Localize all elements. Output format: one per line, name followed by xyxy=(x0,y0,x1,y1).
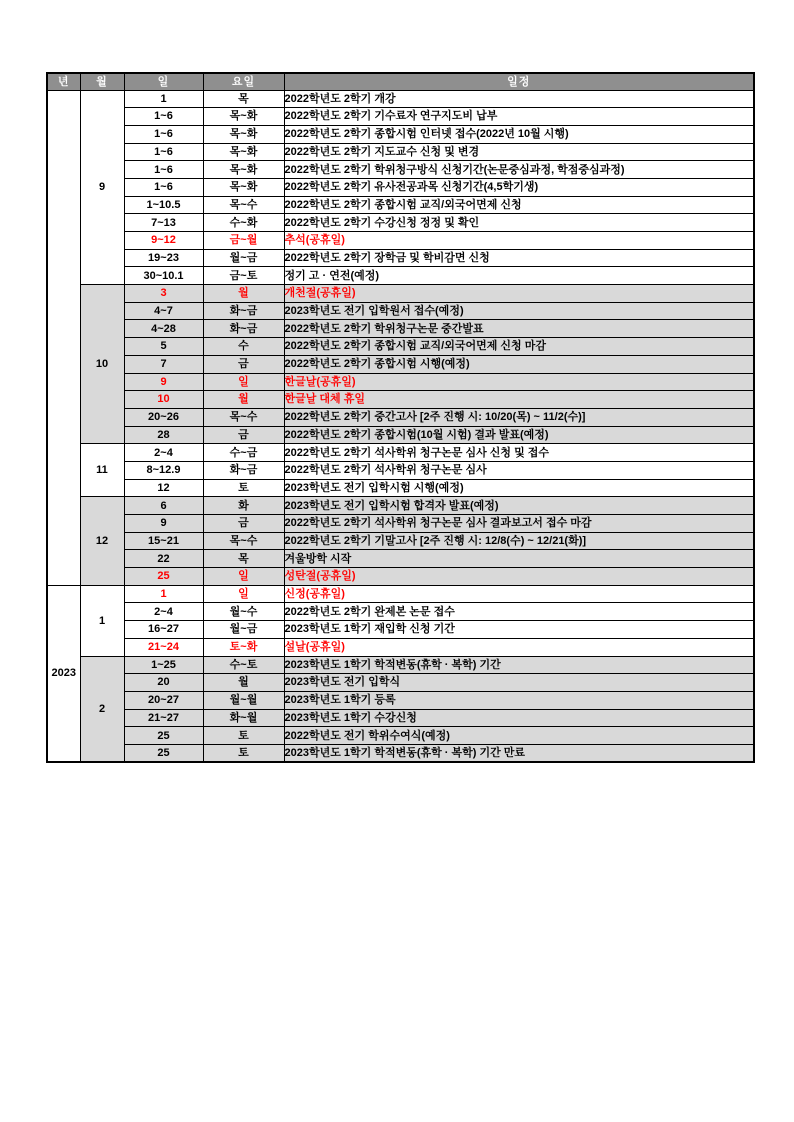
calendar-row xyxy=(47,426,754,444)
day-cell: 1 xyxy=(124,90,203,108)
event-cell: 2022학년도 2학기 지도교수 신청 및 변경 xyxy=(284,143,754,161)
calendar-row xyxy=(47,161,754,179)
day-cell: 1~6 xyxy=(124,161,203,179)
day-cell: 19~23 xyxy=(124,249,203,267)
day-cell: 21~24 xyxy=(124,638,203,656)
day-cell: 20 xyxy=(124,674,203,692)
day-cell: 20~27 xyxy=(124,691,203,709)
weekday-cell: 일 xyxy=(203,568,284,586)
weekday-cell: 금~월 xyxy=(203,232,284,250)
event-cell: 2022학년도 2학기 석사학위 청구논문 심사 신청 및 접수 xyxy=(284,444,754,462)
month-cell: 11 xyxy=(80,444,124,497)
event-cell: 2023학년도 전기 입학시험 시행(예정) xyxy=(284,479,754,497)
calendar-row xyxy=(47,320,754,338)
weekday-cell: 월~금 xyxy=(203,621,284,639)
event-cell: 2022학년도 2학기 종합시험 시행(예정) xyxy=(284,355,754,373)
weekday-cell: 목~화 xyxy=(203,161,284,179)
weekday-cell: 토 xyxy=(203,727,284,745)
calendar-row xyxy=(47,214,754,232)
event-cell: 개천절(공휴일) xyxy=(284,285,754,303)
weekday-cell: 화 xyxy=(203,497,284,515)
calendar-row xyxy=(47,585,754,603)
day-cell: 12 xyxy=(124,479,203,497)
month-cell: 9 xyxy=(80,90,124,285)
event-cell: 2023학년도 1학기 수강신청 xyxy=(284,709,754,727)
day-cell: 1~25 xyxy=(124,656,203,674)
month-cell: 10 xyxy=(80,285,124,444)
event-cell: 한글날 대체 휴일 xyxy=(284,391,754,409)
day-cell: 25 xyxy=(124,727,203,745)
weekday-cell: 월 xyxy=(203,285,284,303)
event-cell: 2023학년도 전기 입학식 xyxy=(284,674,754,692)
calendar-row xyxy=(47,143,754,161)
event-cell: 2022학년도 2학기 석사학위 청구논문 심사 xyxy=(284,461,754,479)
day-cell: 9 xyxy=(124,515,203,533)
calendar-row xyxy=(47,479,754,497)
calendar-row xyxy=(47,125,754,143)
weekday-cell: 금 xyxy=(203,426,284,444)
event-cell: 2022학년도 2학기 수강신청 정정 및 확인 xyxy=(284,214,754,232)
event-cell: 2022학년도 2학기 기수료자 연구지도비 납부 xyxy=(284,108,754,126)
weekday-cell: 목~화 xyxy=(203,178,284,196)
event-cell: 2022학년도 2학기 개강 xyxy=(284,90,754,108)
weekday-cell: 월~수 xyxy=(203,603,284,621)
day-cell: 28 xyxy=(124,426,203,444)
day-cell: 1~6 xyxy=(124,143,203,161)
header-day: 일 xyxy=(124,73,203,90)
weekday-cell: 월 xyxy=(203,674,284,692)
calendar-row xyxy=(47,515,754,533)
day-cell: 16~27 xyxy=(124,621,203,639)
day-cell: 30~10.1 xyxy=(124,267,203,285)
day-cell: 2~4 xyxy=(124,444,203,462)
calendar-row xyxy=(47,391,754,409)
day-cell: 7~13 xyxy=(124,214,203,232)
event-cell: 2022학년도 2학기 장학금 및 학비감면 신청 xyxy=(284,249,754,267)
weekday-cell: 목~화 xyxy=(203,143,284,161)
event-cell: 정기 고 · 연전(예정) xyxy=(284,267,754,285)
day-cell: 5 xyxy=(124,338,203,356)
calendar-header xyxy=(47,73,754,90)
weekday-cell: 금 xyxy=(203,355,284,373)
calendar-row xyxy=(47,638,754,656)
header-weekday: 요일 xyxy=(203,73,284,90)
calendar-row xyxy=(47,674,754,692)
calendar-row xyxy=(47,267,754,285)
weekday-cell: 일 xyxy=(203,585,284,603)
year-cell: 2023 xyxy=(47,585,80,762)
calendar-row xyxy=(47,338,754,356)
weekday-cell: 수~금 xyxy=(203,444,284,462)
weekday-cell: 토 xyxy=(203,744,284,762)
academic-calendar-table xyxy=(46,72,755,763)
day-cell: 1~6 xyxy=(124,178,203,196)
weekday-cell: 월 xyxy=(203,391,284,409)
weekday-cell: 화~금 xyxy=(203,302,284,320)
calendar-row xyxy=(47,709,754,727)
event-cell: 성탄절(공휴일) xyxy=(284,568,754,586)
calendar-row xyxy=(47,408,754,426)
weekday-cell: 토~화 xyxy=(203,638,284,656)
weekday-cell: 화~금 xyxy=(203,461,284,479)
weekday-cell: 목~화 xyxy=(203,108,284,126)
month-cell: 1 xyxy=(80,585,124,656)
day-cell: 4~28 xyxy=(124,320,203,338)
event-cell: 2022학년도 2학기 학위청구논문 중간발표 xyxy=(284,320,754,338)
weekday-cell: 월~월 xyxy=(203,691,284,709)
event-cell: 2022학년도 2학기 종합시험 교직/외국어면제 신청 xyxy=(284,196,754,214)
day-cell: 25 xyxy=(124,744,203,762)
calendar-row xyxy=(47,373,754,391)
event-cell: 설날(공휴일) xyxy=(284,638,754,656)
day-cell: 9~12 xyxy=(124,232,203,250)
day-cell: 3 xyxy=(124,285,203,303)
day-cell: 1~6 xyxy=(124,108,203,126)
calendar-row xyxy=(47,285,754,303)
calendar-row xyxy=(47,90,754,108)
calendar-row xyxy=(47,621,754,639)
event-cell: 2022학년도 2학기 학위청구방식 신청기간(논문중심과정, 학점중심과정) xyxy=(284,161,754,179)
event-cell: 신정(공휴일) xyxy=(284,585,754,603)
month-cell: 2 xyxy=(80,656,124,762)
header-month: 월 xyxy=(80,73,124,90)
day-cell: 1 xyxy=(124,585,203,603)
weekday-cell: 수~화 xyxy=(203,214,284,232)
calendar-row xyxy=(47,656,754,674)
event-cell: 2023학년도 1학기 재입학 신청 기간 xyxy=(284,621,754,639)
event-cell: 2023학년도 전기 입학시험 합격자 발표(예정) xyxy=(284,497,754,515)
day-cell: 20~26 xyxy=(124,408,203,426)
day-cell: 15~21 xyxy=(124,532,203,550)
header-year: 년 xyxy=(47,73,80,90)
weekday-cell: 수~토 xyxy=(203,656,284,674)
calendar-row xyxy=(47,178,754,196)
day-cell: 7 xyxy=(124,355,203,373)
calendar-row xyxy=(47,691,754,709)
event-cell: 2022학년도 2학기 완제본 논문 접수 xyxy=(284,603,754,621)
calendar-header-row xyxy=(47,73,754,90)
calendar-row xyxy=(47,196,754,214)
day-cell: 6 xyxy=(124,497,203,515)
event-cell: 추석(공휴일) xyxy=(284,232,754,250)
weekday-cell: 수 xyxy=(203,338,284,356)
weekday-cell: 목~화 xyxy=(203,125,284,143)
calendar-row xyxy=(47,302,754,320)
event-cell: 2022학년도 2학기 종합시험 교직/외국어면제 신청 마감 xyxy=(284,338,754,356)
event-cell: 2022학년도 2학기 중간고사 [2주 진행 시: 10/20(목) ~ 11/2(수)] xyxy=(284,408,754,426)
weekday-cell: 목~수 xyxy=(203,196,284,214)
event-cell: 겨울방학 시작 xyxy=(284,550,754,568)
event-cell: 2022학년도 전기 학위수여식(예정) xyxy=(284,727,754,745)
day-cell: 4~7 xyxy=(124,302,203,320)
event-cell: 2022학년도 2학기 종합시험 인터넷 접수(2022년 10월 시행) xyxy=(284,125,754,143)
calendar-row xyxy=(47,232,754,250)
calendar-row xyxy=(47,249,754,267)
calendar-row xyxy=(47,444,754,462)
event-cell: 2022학년도 2학기 종합시험(10월 시험) 결과 발표(예정) xyxy=(284,426,754,444)
weekday-cell: 월~금 xyxy=(203,249,284,267)
day-cell: 1~6 xyxy=(124,125,203,143)
calendar-row xyxy=(47,108,754,126)
day-cell: 8~12.9 xyxy=(124,461,203,479)
weekday-cell: 금~토 xyxy=(203,267,284,285)
calendar-row xyxy=(47,568,754,586)
day-cell: 22 xyxy=(124,550,203,568)
calendar-row xyxy=(47,727,754,745)
event-cell: 2023학년도 전기 입학원서 접수(예정) xyxy=(284,302,754,320)
day-cell: 1~10.5 xyxy=(124,196,203,214)
event-cell: 2022학년도 2학기 석사학위 청구논문 심사 결과보고서 접수 마감 xyxy=(284,515,754,533)
year-cell xyxy=(47,90,80,585)
calendar-body xyxy=(47,90,754,762)
event-cell: 2023학년도 1학기 학적변동(휴학 · 복학) 기간 xyxy=(284,656,754,674)
event-cell: 2023학년도 1학기 등록 xyxy=(284,691,754,709)
day-cell: 25 xyxy=(124,568,203,586)
event-cell: 2023학년도 1학기 학적변동(휴학 · 복학) 기간 만료 xyxy=(284,744,754,762)
event-cell: 한글날(공휴일) xyxy=(284,373,754,391)
weekday-cell: 금 xyxy=(203,515,284,533)
weekday-cell: 일 xyxy=(203,373,284,391)
calendar-row xyxy=(47,744,754,762)
weekday-cell: 화~월 xyxy=(203,709,284,727)
weekday-cell: 목~수 xyxy=(203,532,284,550)
weekday-cell: 목 xyxy=(203,90,284,108)
header-schedule: 일정 xyxy=(284,73,754,90)
day-cell: 2~4 xyxy=(124,603,203,621)
weekday-cell: 목 xyxy=(203,550,284,568)
day-cell: 9 xyxy=(124,373,203,391)
calendar-row xyxy=(47,355,754,373)
month-cell: 12 xyxy=(80,497,124,585)
calendar-row xyxy=(47,461,754,479)
calendar-row xyxy=(47,550,754,568)
day-cell: 10 xyxy=(124,391,203,409)
calendar-row xyxy=(47,532,754,550)
calendar-row xyxy=(47,497,754,515)
weekday-cell: 목~수 xyxy=(203,408,284,426)
weekday-cell: 화~금 xyxy=(203,320,284,338)
day-cell: 21~27 xyxy=(124,709,203,727)
event-cell: 2022학년도 2학기 유사전공과목 신청기간(4,5학기생) xyxy=(284,178,754,196)
calendar-row xyxy=(47,603,754,621)
event-cell: 2022학년도 2학기 기말고사 [2주 진행 시: 12/8(수) ~ 12/21(화)] xyxy=(284,532,754,550)
weekday-cell: 토 xyxy=(203,479,284,497)
